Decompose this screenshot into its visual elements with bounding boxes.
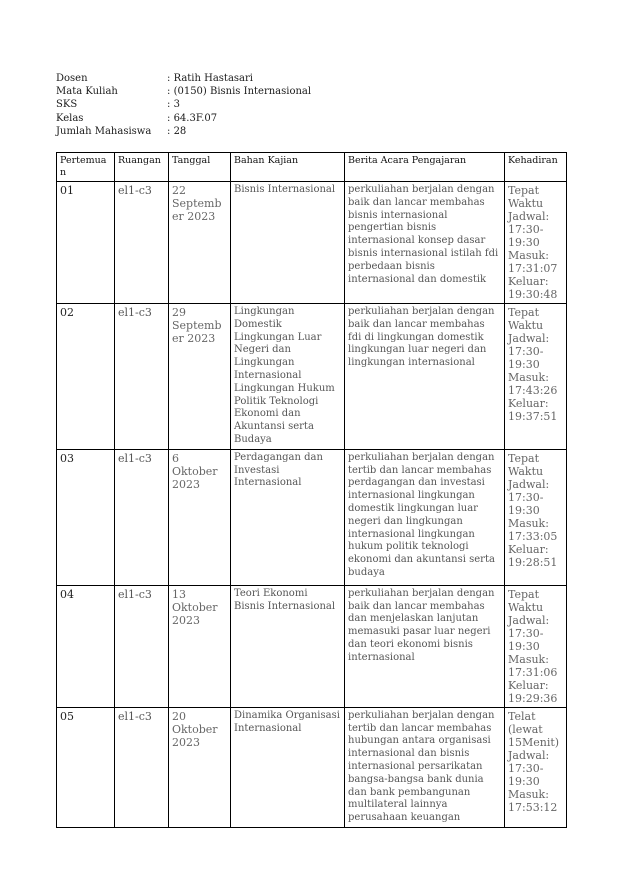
header-date: Tanggal xyxy=(169,153,231,182)
header-topic: Bahan Kajian xyxy=(231,153,345,182)
attendance xyxy=(505,304,567,450)
table-row xyxy=(57,182,567,304)
attendance-line: Masuk: xyxy=(508,652,549,666)
date: 29 September 2023 xyxy=(169,304,231,450)
attendance-line: Keluar: xyxy=(508,678,549,692)
room: el1-c3 xyxy=(115,182,169,304)
attendance-line: 17:43:26 xyxy=(508,384,558,397)
attendance-line: Tepat xyxy=(508,306,540,319)
attendance-line: Waktu xyxy=(508,319,544,332)
meeting-number: 04 xyxy=(57,585,115,707)
room: el1-c3 xyxy=(115,304,169,450)
attendance-line: Masuk: xyxy=(508,787,549,801)
attendance-line: Tepat xyxy=(508,587,540,601)
info-row-credits xyxy=(56,98,374,111)
attendance-line: 17:30- xyxy=(508,223,544,236)
attendance-line: 17:33:05 xyxy=(508,529,558,543)
attendance-line: Waktu xyxy=(508,197,544,210)
table-row xyxy=(57,449,567,585)
meeting-number: 03 xyxy=(57,449,115,585)
info-value: 64.3F.07 xyxy=(173,112,218,124)
topic: Teori Ekonomi Bisnis Internasional xyxy=(231,585,345,707)
attendance-line: Waktu xyxy=(508,464,544,478)
info-label: Dosen xyxy=(56,73,88,84)
attendance-line: 17:30- xyxy=(508,345,544,358)
room: el1-c3 xyxy=(115,449,169,585)
info-separator: : xyxy=(167,73,171,84)
attendance-line: Jadwal: xyxy=(508,613,550,627)
info-row-students xyxy=(56,125,374,138)
date: 13 Oktober 2023 xyxy=(169,585,231,707)
attendance-line: Keluar: xyxy=(508,397,549,410)
attendance-line: Keluar: xyxy=(508,275,549,288)
attendance xyxy=(505,707,567,827)
attendance-line: 19:37:51 xyxy=(508,410,558,423)
attendance-line: Keluar: xyxy=(508,542,549,556)
attendance-line: 19:30:48 xyxy=(508,288,558,301)
attendance-table xyxy=(56,152,567,828)
attendance-line: Tepat xyxy=(508,451,540,465)
attendance-line: 17:31:07 xyxy=(508,262,558,275)
attendance-line: Jadwal: xyxy=(508,210,550,223)
info-separator: : xyxy=(167,86,171,98)
header-meeting: Pertemuan xyxy=(57,153,115,182)
date: 20 Oktober 2023 xyxy=(169,707,231,827)
attendance-line: 15Menit) xyxy=(508,735,560,749)
attendance xyxy=(505,449,567,585)
meeting-number: 01 xyxy=(57,182,115,304)
info-separator: : xyxy=(167,99,171,111)
info-separator: : xyxy=(167,112,171,124)
attendance-line: 19:28:51 xyxy=(508,555,558,569)
topic: Dinamika Organisasi Internasional xyxy=(231,707,345,827)
attendance-line: Waktu xyxy=(508,600,544,614)
header-attendance: Kehadiran xyxy=(505,153,567,182)
table-row xyxy=(57,304,567,450)
attendance xyxy=(505,585,567,707)
info-label: Mata Kuliah xyxy=(56,86,118,98)
attendance-line: Masuk: xyxy=(508,516,549,530)
info-separator: : xyxy=(167,125,171,137)
date: 6 Oktober 2023 xyxy=(169,449,231,585)
attendance-line: Jadwal: xyxy=(508,332,550,345)
attendance-line: 17:30- xyxy=(508,761,544,775)
info-row-course xyxy=(56,85,374,98)
info-value: 3 xyxy=(173,99,180,111)
attendance-line: Masuk: xyxy=(508,371,549,384)
attendance-line: (lewat xyxy=(508,722,543,736)
room: el1-c3 xyxy=(115,585,169,707)
attendance-line: 19:30 xyxy=(508,503,540,517)
info-row-class xyxy=(56,112,374,125)
attendance-line: Tepat xyxy=(508,184,540,197)
attendance-line: Masuk: xyxy=(508,249,549,262)
attendance-line: Jadwal: xyxy=(508,477,550,491)
attendance-line: Jadwal: xyxy=(508,748,550,762)
date: 22 September 2023 xyxy=(169,182,231,304)
table-row xyxy=(57,585,567,707)
info-label: Kelas xyxy=(56,112,84,124)
info-value: (0150) Bisnis Internasional xyxy=(173,86,312,98)
info-row-lecturer xyxy=(56,72,374,85)
report: perkuliahan berjalan dengan baik dan lancar membahas fdi di lingkungan domestik lingkungan luar negeri dan lingkungan internasional xyxy=(345,304,505,450)
room: el1-c3 xyxy=(115,707,169,827)
header-room: Ruangan xyxy=(115,153,169,182)
info-value: Ratih Hastasari xyxy=(173,73,253,84)
info-label: Jumlah Mahasiswa xyxy=(56,125,152,137)
attendance-line: 19:30 xyxy=(508,774,540,788)
meeting-number: 05 xyxy=(57,707,115,827)
report: perkuliahan berjalan dengan tertib dan lancar membahas perdagangan dan investasi internasional lingkungan domestik lingkungan luar negeri dan lingkungan internasional lingkungan hukum politik teknologi ekonomi dan akuntansi serta budaya xyxy=(345,449,505,585)
report: perkuliahan berjalan dengan tertib dan lancar membahas hubungan antara organisasi internasional dan bisnis internasional persarikatan bangsa-bangsa bank dunia dan bank pembangunan multilateral lainnya perusahaan keuangan xyxy=(345,707,505,827)
attendance-line: 17:31:06 xyxy=(508,665,558,679)
attendance-line: 19:30 xyxy=(508,639,540,653)
attendance xyxy=(505,182,567,304)
attendance-line: 19:29:36 xyxy=(508,691,558,705)
report: perkuliahan berjalan dengan baik dan lancar membahas dan menjelaskan lanjutan memasuki pasar luar negeri dan teori ekonomi bisnis internasional xyxy=(345,585,505,707)
topic: Lingkungan Domestik Lingkungan Luar Negeri dan Lingkungan Internasional Lingkungan Hukum Politik Teknologi Ekonomi dan Akuntansi serta Budaya xyxy=(231,304,345,450)
topic: Perdagangan dan Investasi Internasional xyxy=(231,449,345,585)
attendance-line: Telat xyxy=(508,709,536,723)
attendance-line: 17:53:12 xyxy=(508,800,558,814)
report: perkuliahan berjalan dengan baik dan lancar membahas bisnis internasional pengertian bisnis internasional konsep dasar bisnis internasional istilah fdi perbedaan bisnis internasional dan domestik xyxy=(345,182,505,304)
attendance-line: 19:30 xyxy=(508,236,540,249)
header-report: Berita Acara Pengajaran xyxy=(345,153,505,182)
table-row xyxy=(57,707,567,827)
info-value: 28 xyxy=(173,125,187,137)
meeting-number: 02 xyxy=(57,304,115,450)
attendance-line: 17:30- xyxy=(508,626,544,640)
attendance-line: 17:30- xyxy=(508,490,544,504)
info-label: SKS xyxy=(56,99,78,111)
attendance-line: 19:30 xyxy=(508,358,540,371)
topic: Bisnis Internasional xyxy=(231,182,345,304)
course-info xyxy=(56,72,374,138)
table-header-row xyxy=(57,153,567,182)
